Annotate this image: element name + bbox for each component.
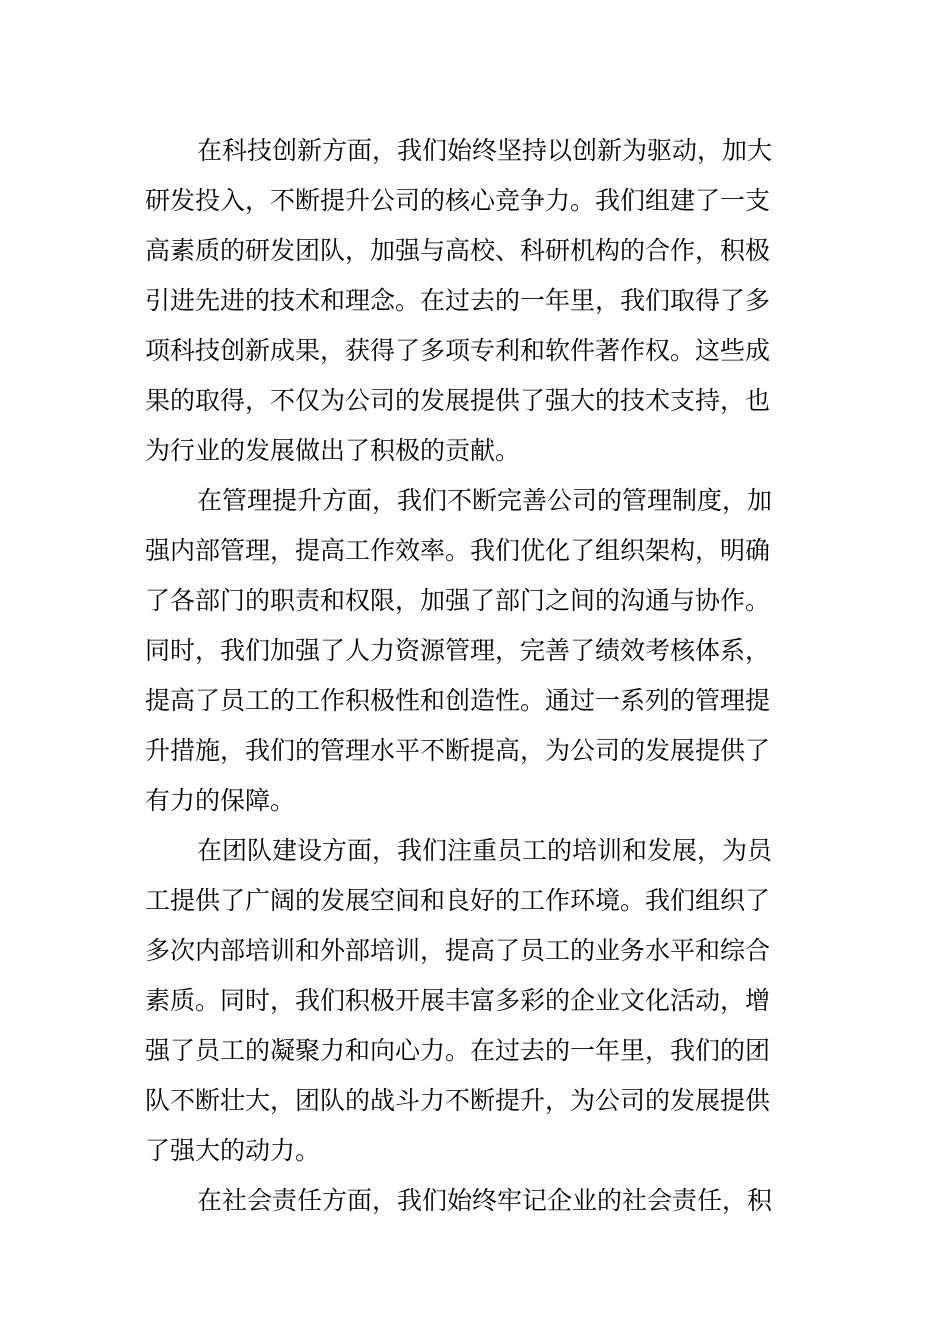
text-line: 升措施，我们的管理水平不断提高，为公司的发展提供了 <box>145 736 771 765</box>
text-line: 果的取得，不仅为公司的发展提供了强大的技术支持，也 <box>145 386 771 415</box>
text-line: 了强大的动力。 <box>145 1136 321 1165</box>
text-line: 队不断壮大，团队的战斗力不断提升，为公司的发展提供 <box>145 1086 771 1115</box>
text-line: 了各部门的职责和权限，加强了部门之间的沟通与协作。 <box>145 586 771 615</box>
text-line: 素质。同时，我们积极开展丰富多彩的企业文化活动，增 <box>145 986 771 1015</box>
text-line: 项科技创新成果，获得了多项专利和软件著作权。这些成 <box>145 336 771 365</box>
text-line: 同时，我们加强了人力资源管理，完善了绩效考核体系， <box>145 636 771 665</box>
text-line: 有力的保障。 <box>145 786 296 815</box>
text-line: 强内部管理，提高工作效率。我们优化了组织架构，明确 <box>145 536 771 565</box>
text-line: 在管理提升方面，我们不断完善公司的管理制度，加 <box>197 486 773 515</box>
text-line: 工提供了广阔的发展空间和良好的工作环境。我们组织了 <box>145 886 771 915</box>
text-line: 提高了员工的工作积极性和创造性。通过一系列的管理提 <box>145 686 771 715</box>
text-line: 强了员工的凝聚力和向心力。在过去的一年里，我们的团 <box>145 1036 771 1065</box>
text-line: 为行业的发展做出了积极的贡献。 <box>145 436 521 465</box>
text-line: 在团队建设方面，我们注重员工的培训和发展，为员 <box>197 836 773 865</box>
paragraph-team-building <box>145 826 807 1176</box>
text-line: 引进先进的技术和理念。在过去的一年里，我们取得了多 <box>145 286 771 315</box>
text-line: 高素质的研发团队，加强与高校、科研机构的合作，积极 <box>145 236 771 265</box>
paragraph-social-responsibility <box>145 1176 807 1226</box>
text-line: 研发投入，不断提升公司的核心竞争力。我们组建了一支 <box>145 186 771 215</box>
text-line: 在社会责任方面，我们始终牢记企业的社会责任，积 <box>197 1186 773 1215</box>
paragraph-tech-innovation <box>145 126 807 476</box>
text-line: 在科技创新方面，我们始终坚持以创新为驱动，加大 <box>197 136 773 165</box>
paragraph-management <box>145 476 807 826</box>
text-line: 多次内部培训和外部培训，提高了员工的业务水平和综合 <box>145 936 771 965</box>
document-page <box>145 126 807 1226</box>
